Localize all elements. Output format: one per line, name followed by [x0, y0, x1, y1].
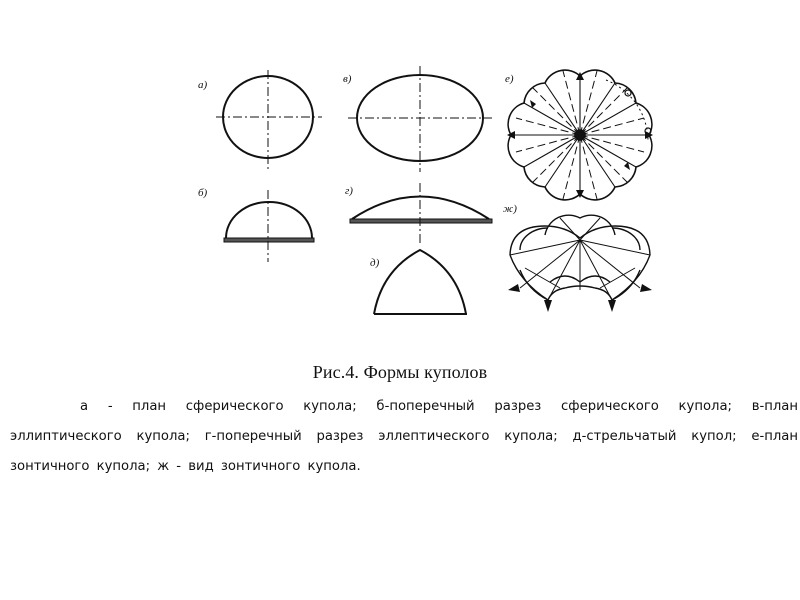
figure-caption: Рис.4. Формы куполов [312, 362, 488, 382]
spherical-dome-plan [216, 70, 322, 170]
label-a: а) [198, 79, 208, 91]
pointed-dome [374, 250, 467, 314]
label-v: в) [343, 73, 352, 85]
label-d: д) [370, 257, 380, 269]
elliptical-dome-plan [348, 66, 492, 172]
label-b: б) [198, 187, 208, 199]
spherical-dome-section [224, 190, 314, 262]
umbrella-dome-plan [507, 70, 653, 200]
elliptical-dome-section [350, 183, 492, 244]
label-g: г) [345, 185, 353, 197]
label-zh: ж) [503, 203, 517, 215]
figure-legend: а - план сферического купола; б-поперечный разрез сферического купола; в-план эллиптического купола; г-поперечный разрез эллептического купола; д-стрельчатый купол; е-план зонтичного купола; ж - вид зонтичного купола. [10, 399, 798, 474]
umbrella-dome-view [508, 215, 652, 312]
label-e: е) [505, 73, 514, 85]
